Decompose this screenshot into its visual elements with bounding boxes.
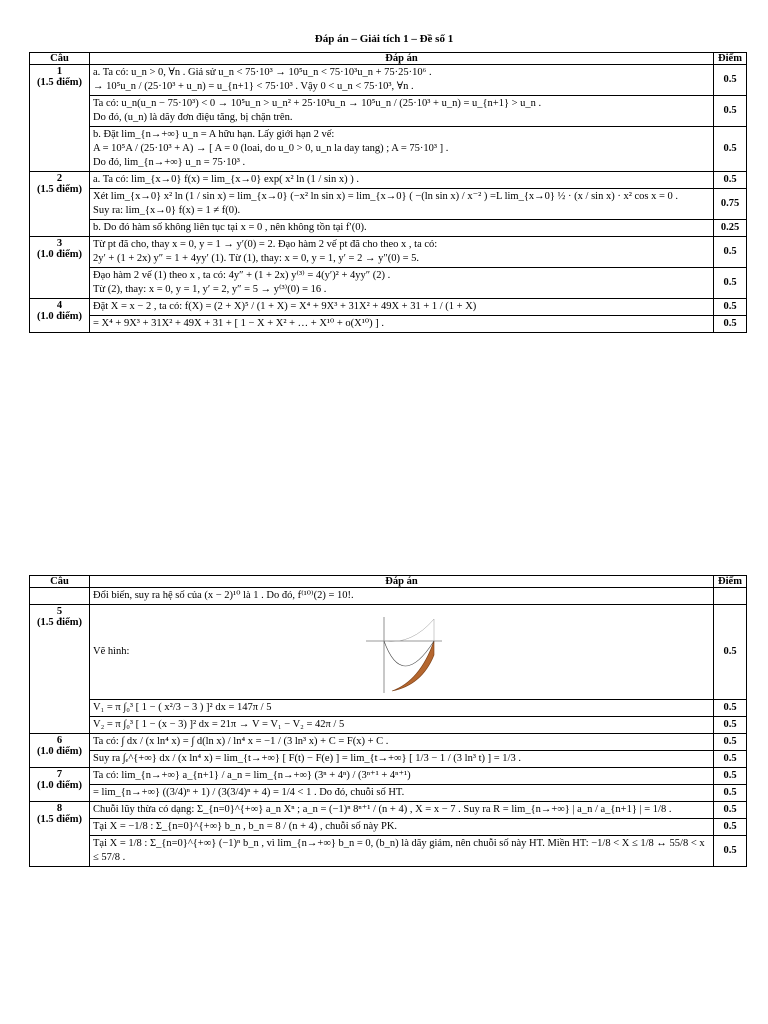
answer-row (30, 127, 747, 172)
answer-line: → 10⁵u_n / (25·10³ + u_n) = u_{n+1} < 75·10³ . Vậy 0 < u_n < 75·10³, ∀n . (93, 81, 414, 92)
answer-line: Từ pt đã cho, thay x = 0, y = 1 → y′(0) = 2. Đạo hàm 2 vế pt đã cho theo x , ta có: (93, 239, 438, 250)
answer-line: a. Ta có: u_n > 0, ∀n . Giả sử u_n < 75·10³ → 10⁵u_n < 75·10³u_n + 75·25·10⁶ . (93, 67, 432, 78)
answer-row (30, 734, 747, 751)
figure-plot (362, 611, 444, 695)
question-score: (1.0 điểm) (37, 249, 82, 260)
answer-line: Đổi biến, suy ra hệ số của (x − 2)¹⁰ là 1 . Do đó, f⁽¹⁰⁾(2) = 10!. (93, 590, 354, 601)
answer-cell (90, 127, 714, 172)
answer-row (30, 65, 747, 96)
header-points: Điểm (714, 576, 747, 588)
answer-line: Đặt X = x − 2 , ta có: f(X) = (2 + X)⁵ / (1 + X) = X⁴ + 9X³ + 31X² + 49X + 31 + 1 / (1 + X) (93, 301, 477, 312)
question-number: 1 (56, 66, 63, 77)
answer-row (30, 316, 747, 333)
answer-cell (90, 316, 714, 333)
question-score: (1.0 điểm) (37, 311, 82, 322)
answer-line: Ta có: u_n(u_n − 75·10³) < 0 → 10⁵u_n > u_n² + 25·10³u_n → 10⁵u_n / (25·10³ + u_n) = u_{n+1} > u_n . (93, 98, 542, 109)
answer-line: b. Do đó hàm số không liên tục tại x = 0 , nên không tồn tại f′(0). (93, 222, 367, 233)
answer-row (30, 819, 747, 836)
points-cell: 0.5 (714, 96, 747, 127)
answer-cell (90, 700, 714, 717)
answer-line: Tại X = 1/8 : Σ_{n=0}^{+∞} (−1)ⁿ b_n , vì lim_{n→+∞} b_n = 0, (b_n) là dãy giảm, nên chuỗi số này HT. Miền HT: −1/8 < X ≤ 1/8 ↔ 55/8 < x ≤ 57/8 . (93, 838, 705, 863)
answer-row (30, 588, 747, 605)
answer-row (30, 172, 747, 189)
header-answer: Đáp án (90, 53, 714, 65)
answer-line: Tại X = −1/8 : Σ_{n=0}^{+∞} b_n , b_n = 8 / (n + 4) , chuỗi số này PK. (93, 821, 398, 832)
answer-row (30, 237, 747, 268)
answer-cell (90, 717, 714, 734)
points-cell: 0.5 (714, 299, 747, 316)
points-cell: 0.5 (714, 316, 747, 333)
header-points: Điểm (714, 53, 747, 65)
answer-row (30, 299, 747, 316)
answer-line: b. Đặt lim_{n→+∞} u_n = A hữu hạn. Lấy giới hạn 2 vế: (93, 129, 335, 140)
answer-cell (90, 172, 714, 189)
answer-row (30, 605, 747, 700)
answer-row (30, 836, 747, 867)
question-cell (30, 65, 90, 172)
answer-cell (90, 65, 714, 96)
answer-cell (90, 268, 714, 299)
answer-cell (90, 605, 714, 700)
question-number: 2 (56, 173, 63, 184)
answer-cell (90, 751, 714, 768)
answer-line: Suy ra: lim_{x→0} f(x) = 1 ≠ f(0). (93, 205, 241, 216)
points-cell: 0.5 (714, 172, 747, 189)
question-number: 3 (56, 238, 63, 249)
answer-row (30, 785, 747, 802)
question-number: 5 (56, 606, 63, 617)
points-cell: 0.5 (714, 700, 747, 717)
answer-line: = X⁴ + 9X³ + 31X² + 49X + 31 + [ 1 − X + X² + … + X¹⁰ + o(X¹⁰) ] . (93, 318, 384, 329)
answer-cell (90, 220, 714, 237)
answer-row (30, 802, 747, 819)
question-number: 4 (56, 300, 63, 311)
points-cell: 0.5 (714, 734, 747, 751)
points-cell: 0.5 (714, 768, 747, 785)
question-cell (30, 768, 90, 802)
answer-cell (90, 189, 714, 220)
points-cell: 0.5 (714, 819, 747, 836)
answer-row (30, 700, 747, 717)
points-cell: 0.5 (714, 751, 747, 768)
answer-cell (90, 768, 714, 785)
answer-row (30, 768, 747, 785)
question-cell (30, 802, 90, 867)
answer-line: V₁ = π ∫₀³ [ 1 − ( x²/3 − 3 ) ]² dx = 147π / 5 (93, 702, 272, 713)
points-cell: 0.5 (714, 802, 747, 819)
question-cell (30, 588, 90, 605)
points-cell: 0.5 (714, 785, 747, 802)
answer-line: V₂ = π ∫₀³ [ 1 − (x − 3) ]² dx = 21π → V = V₁ − V₂ = 42π / 5 (93, 719, 345, 730)
answer-line: Do đó, lim_{n→+∞} u_n = 75·10³ . (93, 157, 246, 168)
answer-row (30, 189, 747, 220)
answer-line: Vẽ hình: (93, 646, 130, 657)
page-title: Đáp án – Giải tích 1 – Đề số 1 (314, 33, 454, 45)
question-number: 6 (56, 735, 63, 746)
question-cell (30, 299, 90, 333)
question-score: (1.5 điểm) (37, 617, 82, 628)
answer-row (30, 220, 747, 237)
answer-row (30, 751, 747, 768)
answer-line: Chuỗi lũy thừa có dạng: Σ_{n=0}^{+∞} a_n Xⁿ ; a_n = (−1)ⁿ 8ⁿ⁺¹ / (n + 4) , X = x − 7 . Suy ra R = lim_{n→+∞} | a_n / a_{n+1} | = 1/8 . (93, 804, 672, 815)
answer-table-2 (29, 575, 747, 867)
answer-cell (90, 96, 714, 127)
header-question: Câu (30, 576, 90, 588)
answer-line: Ta có: ∫ dx / (x ln⁴ x) = ∫ d(ln x) / ln⁴ x = −1 / (3 ln³ x) + C = F(x) + C . (93, 736, 389, 747)
question-cell (30, 172, 90, 237)
points-cell: 0.25 (714, 220, 747, 237)
answer-table-1 (29, 52, 747, 333)
answer-line: Đạo hàm 2 vế (1) theo x , ta có: 4y″ + (1 + 2x) y⁽³⁾ = 4(y′)² + 4yy″ (2) . (93, 270, 391, 281)
points-cell: 0.5 (714, 65, 747, 96)
answer-row (30, 96, 747, 127)
answer-cell (90, 802, 714, 819)
question-score: (1.0 điểm) (37, 780, 82, 791)
points-cell (714, 588, 747, 605)
answer-row (30, 268, 747, 299)
answer-line: a. Ta có: lim_{x→0} f(x) = lim_{x→0} exp( x² ln (1 / sin x) ) . (93, 174, 359, 185)
answer-line: 2y′ + (1 + 2x) y″ = 1 + 4yy′ (1). Từ (1), thay: x = 0, y = 1, y′ = 2 → y″(0) = 5. (93, 253, 420, 264)
answer-line: Do đó, (u_n) là dãy đơn điệu tăng, bị chặn trên. (93, 112, 293, 123)
region-plot-figure (362, 611, 444, 695)
points-cell: 0.5 (714, 127, 747, 172)
header-answer: Đáp án (90, 576, 714, 588)
question-cell (30, 734, 90, 768)
question-score: (1.5 điểm) (37, 184, 82, 195)
question-number: 8 (56, 803, 63, 814)
question-score: (1.5 điểm) (37, 814, 82, 825)
answer-cell (90, 819, 714, 836)
question-number: 7 (56, 769, 63, 780)
answer-line: = lim_{n→+∞} ((3/4)ⁿ + 1) / (3(3/4)ⁿ + 4) = 1/4 < 1 . Do đó, chuỗi số HT. (93, 787, 405, 798)
points-cell: 0.5 (714, 237, 747, 268)
answer-cell (90, 734, 714, 751)
answer-line: A = 10⁵A / (25·10³ + A) → [ A = 0 (loai, do u_0 > 0, u_n la day tang) ; A = 75·10³ ] . (93, 143, 449, 154)
answer-line: Xét lim_{x→0} x² ln (1 / sin x) = lim_{x→0} (−x² ln sin x) = lim_{x→0} ( −(ln sin x) / x⁻² ) =L lim_{x→0} ½ · (x / sin x) · x² cos x = 0 . (93, 191, 679, 202)
question-cell (30, 605, 90, 734)
answer-cell (90, 299, 714, 316)
question-score: (1.0 điểm) (37, 746, 82, 757)
answer-line: Từ (2), thay: x = 0, y = 1, y′ = 2, y″ = 5 → y⁽³⁾(0) = 16 . (93, 284, 327, 295)
answer-row (30, 717, 747, 734)
answer-cell (90, 588, 714, 605)
answer-cell (90, 785, 714, 802)
points-cell: 0.5 (714, 605, 747, 700)
question-score: (1.5 điểm) (37, 77, 82, 88)
answer-line: Suy ra ∫ₑ^{+∞} dx / (x ln⁴ x) = lim_{t→+∞} [ F(t) − F(e) ] = lim_{t→+∞} [ 1/3 − 1 / (3 ln³ t) ] = 1/3 . (93, 753, 521, 764)
points-cell: 0.75 (714, 189, 747, 220)
header-question: Câu (30, 53, 90, 65)
answer-cell (90, 836, 714, 867)
points-cell: 0.5 (714, 268, 747, 299)
answer-cell (90, 237, 714, 268)
points-cell: 0.5 (714, 717, 747, 734)
answer-line: Ta có: lim_{n→+∞} a_{n+1} / a_n = lim_{n→+∞} (3ⁿ + 4ⁿ) / (3ⁿ⁺¹ + 4ⁿ⁺¹) (93, 770, 411, 781)
question-cell (30, 237, 90, 299)
points-cell: 0.5 (714, 836, 747, 867)
